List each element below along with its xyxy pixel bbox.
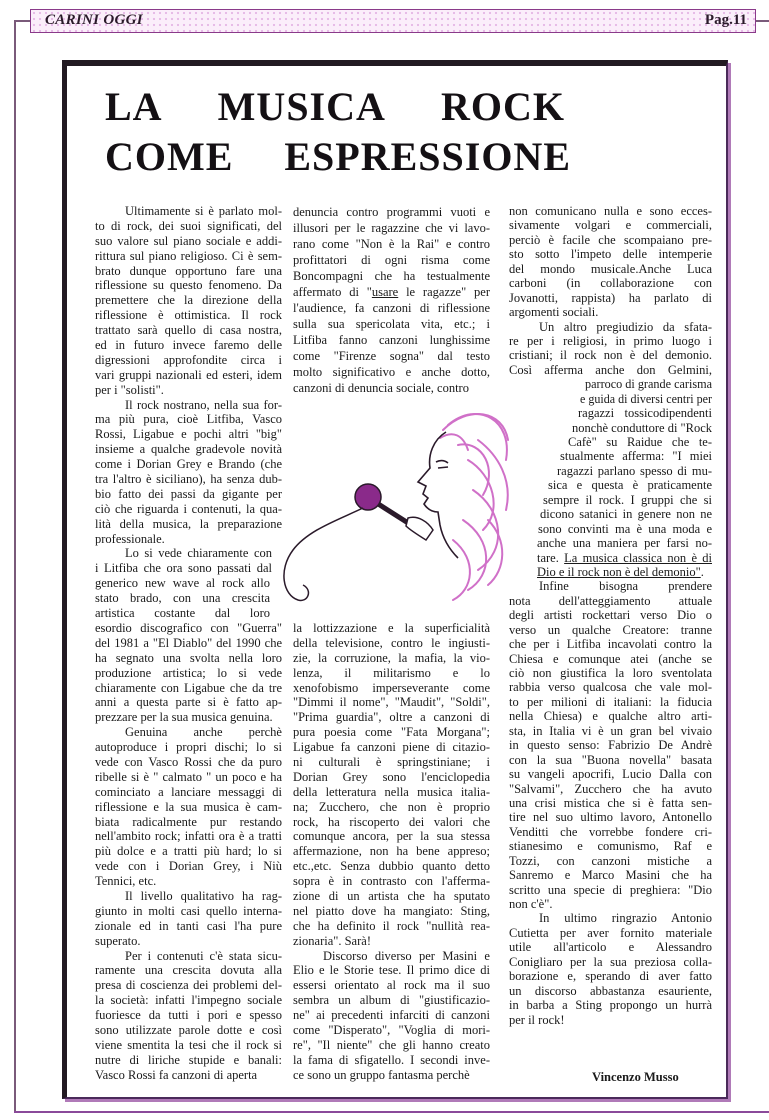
text-line: viene smentita la tesi che il rock si bbox=[95, 1037, 282, 1052]
paragraph bbox=[95, 725, 282, 889]
headline-word: ROCK bbox=[441, 84, 565, 129]
text-line: artistica costante dal loro bbox=[95, 606, 270, 621]
text-line: sopra è in contrasto con l'afferma- bbox=[293, 874, 490, 889]
headline-line-2 bbox=[105, 134, 571, 179]
text-line: Boncompagni che ha testualmente bbox=[293, 269, 490, 283]
text-line: Per i contenuti c'è stata sicu- bbox=[125, 948, 282, 963]
text-line: trattato sarà quello di casa nostra, bbox=[95, 323, 282, 338]
text-line: lenza, il militarismo e lo bbox=[293, 665, 490, 680]
text-line: ni culturali è springstiniane; i bbox=[293, 755, 490, 770]
text-line: argomenti sociali. bbox=[509, 305, 599, 320]
text-line: stato brado, con una crescita bbox=[95, 591, 270, 606]
text-line: esordio discografico con "Guerra" bbox=[95, 620, 282, 635]
text-line: della televisione, contro le ingiusti- bbox=[293, 635, 490, 650]
text-line: zionale ed in tanti casi l'ha pure bbox=[95, 918, 282, 933]
text-line: che per i Litfiba incavolati contro la bbox=[509, 637, 712, 652]
text-line: presa di coscienza dei problemi del- bbox=[95, 978, 282, 993]
text-line: "Salvami", Zucchero che ha avuto bbox=[509, 781, 712, 796]
text-line: digressioni approfondite circa i bbox=[95, 352, 282, 367]
text-line: nutre di liriche stupide e banali: bbox=[95, 1052, 282, 1067]
text-line: e guida di diversi centri per bbox=[580, 391, 712, 406]
text-line: etc.,etc. Senza dubbio quanto detto bbox=[293, 859, 490, 874]
text-line: Infine bisogna prendere bbox=[539, 579, 712, 594]
text-line: Il livello qualitativo ha rag- bbox=[125, 888, 282, 903]
text-line: sono utilizzate parole dotte e così bbox=[95, 1022, 282, 1037]
page-frame-line bbox=[14, 20, 16, 1112]
text-line: pura poesia come "Fata Morgana"; bbox=[293, 725, 490, 740]
text-line: Ultimamente si è parlato mol- bbox=[125, 204, 282, 218]
text-line: nota dell'atteggiamento attuale bbox=[509, 593, 712, 608]
text-line: affermazione, non ha bene appreso; bbox=[293, 844, 490, 859]
text-line: riflessione su questo fenomeno. Da bbox=[95, 278, 282, 293]
text-line: xenofobismo imperseverante come bbox=[293, 680, 490, 695]
text-line: Sanremo e Marco Masini che ha bbox=[509, 868, 712, 883]
text-line: che ha definito il rock "nullità rea- bbox=[293, 918, 490, 933]
paragraph bbox=[509, 320, 712, 580]
text-line: Un altro pregiudizio da sfata- bbox=[539, 319, 712, 334]
text-line: rittura sul piano religioso. Ci è sem- bbox=[95, 248, 282, 263]
text-line: Tozzi, con canzoni mistiche a bbox=[509, 853, 712, 868]
text-line: carboni (in collaborazione con bbox=[509, 276, 712, 291]
text-line: in barba a Sting propongo un hurrà bbox=[509, 998, 712, 1013]
text-line: generico new wave al rock allo bbox=[95, 576, 270, 591]
text-line: autoproduce i propri dischi; lo si bbox=[95, 740, 282, 755]
text-line: vari gruppi nazionali ed esteri, idem bbox=[95, 367, 282, 382]
text-line: denuncia contro programmi vuoti e bbox=[293, 205, 490, 219]
text-line: prezzare per la sua musica genuina. bbox=[95, 710, 273, 725]
paragraph bbox=[95, 949, 282, 1083]
paragraph bbox=[509, 911, 712, 1027]
text-line: stualmente afferma: "I miei bbox=[560, 449, 712, 464]
text-line: ne" ai precedenti infarciti di canzoni bbox=[293, 1008, 490, 1023]
text-line: affermato di "usare le ragazze" per bbox=[293, 285, 490, 299]
text-line: per il rock! bbox=[509, 1012, 565, 1027]
text-line: i Litfiba che ora sono passati dal bbox=[95, 561, 272, 576]
text-line: come "Firenze sogna" dal testo bbox=[293, 349, 490, 363]
text-line: to di rock, dei suoi significati, del bbox=[95, 218, 282, 233]
text-line: riflessione e la sua musica è cam- bbox=[95, 799, 282, 814]
paragraph bbox=[95, 889, 282, 949]
text-line: tare. La musica classica non è di bbox=[537, 550, 712, 565]
author-signature: Vincenzo Musso bbox=[592, 1070, 679, 1084]
text-line: suo valore sul piano sociale e addi- bbox=[95, 233, 282, 248]
paragraph bbox=[95, 546, 282, 725]
text-line: come i Dorian Grey e Brando (che bbox=[95, 457, 282, 472]
microphone-cable bbox=[284, 508, 363, 600]
text-line: del 1981 a "El Diablo" del 1990 che bbox=[95, 635, 282, 650]
singer-with-microphone-illustration bbox=[268, 400, 518, 625]
text-line: riflessione è ottimistica. Il rock bbox=[95, 308, 282, 323]
text-line: Genuina anche perchè bbox=[125, 725, 282, 740]
text-line: ribelle si è " calmato " un poco e ha bbox=[95, 769, 282, 784]
text-line: Chiesa e comunque atei (anche se bbox=[509, 651, 712, 666]
underlined-text: usare bbox=[371, 285, 399, 299]
text-line: re per i religiosi, in primo luogo i bbox=[509, 333, 712, 348]
text-line: Dorian Grey sono l'enciclopedia bbox=[293, 769, 490, 784]
text-line: Così afferma anche don Gelmini, bbox=[509, 362, 712, 377]
text-line: Dio e il rock non è del demonio". bbox=[537, 564, 704, 579]
text-line: tra l'altro è siciliano), ha senza dub- bbox=[95, 472, 282, 487]
headline-word: ESPRESSIONE bbox=[284, 134, 571, 179]
text-line: superato. bbox=[95, 933, 141, 948]
text-line: verso un qualche Creatore: tranne bbox=[509, 622, 712, 637]
text-line: stianesimo e comunismo, Raf e bbox=[509, 839, 712, 854]
text-line: Vasco Rossi fa canzoni di aperta bbox=[95, 1067, 258, 1082]
text-line: borazione e, sperando di aver fatto bbox=[509, 969, 712, 984]
text-line: ragazzi parlano spesso di mu- bbox=[557, 463, 712, 478]
microphone-icon bbox=[355, 484, 433, 540]
article-column-3 bbox=[509, 204, 712, 1027]
article-column-1 bbox=[95, 204, 282, 1083]
text-line: ed in futuro invece faremo delle bbox=[95, 338, 282, 353]
page-header bbox=[30, 9, 756, 33]
text-line: nonchè conduttore di "Rock bbox=[572, 420, 712, 435]
text-line: la fama di sfigatello. I secondi inve- bbox=[293, 1052, 490, 1067]
text-line: rano come "Non è la Rai" e contro bbox=[293, 237, 490, 251]
text-line: parroco di grande carisma bbox=[585, 377, 712, 392]
text-line: vede con i Dorian Grey, i Niù bbox=[95, 859, 282, 874]
text-line: Elio e le Storie tese. Il primo dice di bbox=[293, 963, 490, 978]
text-line: nel piatto dove ha mangiato: Sting, bbox=[293, 903, 490, 918]
text-line: in questo senso: Fabrizio De Andrè bbox=[509, 738, 712, 753]
text-line: insieme a qualche gradevole novità bbox=[95, 442, 282, 457]
text-line: Rossi, Ligabue e pochi altri "big" bbox=[95, 427, 282, 442]
text-line: ramente una crescita dovuta alla bbox=[95, 963, 282, 978]
text-line: essersi orientato al rock ma il suo bbox=[293, 978, 490, 993]
text-line: premettere che la direzione della bbox=[95, 293, 282, 308]
text-line: ragazzi tossicodipendenti bbox=[578, 406, 712, 421]
text-line: zie, la corruzione, la mafia, la vio- bbox=[293, 650, 490, 665]
text-line: sica e questa è praticamente bbox=[548, 478, 712, 493]
text-line: non c'è". bbox=[509, 897, 553, 911]
text-line: scritto una specie di preghiera: "Dio bbox=[509, 882, 712, 897]
text-line: più dolce e a tratti più hard; lo si bbox=[95, 844, 282, 859]
headline-word: COME bbox=[105, 134, 234, 179]
paragraph bbox=[95, 398, 282, 547]
text-line: to per milioni di italiani: la fiducia bbox=[509, 694, 712, 709]
text-line: nell'ambito rock; infatti ora è a tratti bbox=[95, 829, 282, 844]
text-line: Discorso diverso per Masini e bbox=[323, 948, 490, 963]
text-line: Lo si vede chiaramente con bbox=[125, 546, 272, 561]
underlined-text: Dio e il rock non è del demonio" bbox=[537, 564, 701, 579]
text-line: degli artisti rockettari verso Dio o bbox=[509, 608, 712, 623]
text-line: con la sua "Buona novella" basata bbox=[509, 752, 712, 767]
text-line: ciò che riguarda i contenuti, la qua- bbox=[95, 501, 282, 516]
text-line: comunque ancora, per la sua stessa bbox=[293, 829, 490, 844]
paragraph bbox=[293, 204, 490, 396]
text-line: ma più pura, cioè Litfiba, Vasco bbox=[95, 412, 282, 427]
text-line: biata radicalmente pur restando bbox=[95, 814, 282, 829]
page-frame-line bbox=[756, 20, 769, 22]
text-line: una crisi mistica che si è fatta sen- bbox=[509, 795, 712, 810]
text-line: cominciato a lanciare messaggi di bbox=[95, 784, 282, 799]
text-line: ha segnato una svolta nella loro bbox=[95, 650, 282, 665]
text-line: Cafè" su Raidue che te- bbox=[568, 435, 712, 449]
text-line: Tennici, etc. bbox=[95, 874, 157, 889]
text-line: sembra un album di "giustificazio- bbox=[293, 993, 490, 1008]
text-line: sulla sua spericolata vita, etc.; i bbox=[293, 317, 490, 331]
page-frame-line bbox=[14, 1111, 769, 1113]
text-line: tire nel suo ultimo lavoro, Antonello bbox=[509, 810, 712, 825]
text-line: nella Chiesa) e qualche altro arti- bbox=[509, 709, 712, 724]
text-line: sivamente volgari e commerciali, bbox=[509, 218, 712, 233]
paragraph bbox=[293, 621, 490, 949]
text-line: la società: infatti l'impegno sociale bbox=[95, 993, 282, 1008]
masthead-logo: CARINI OGGI bbox=[45, 12, 143, 28]
text-line: Jovanotti, rappista) ha parlato di bbox=[509, 290, 712, 305]
text-line: re", "Il niente" che gli hanno creato bbox=[293, 1037, 490, 1052]
text-line: chiaramente con Ligabue che da tre bbox=[95, 680, 282, 695]
text-line: lità della musica, la preparazione bbox=[95, 516, 282, 531]
text-line: "Dimmi il nome", "Maudit", "Soldi", bbox=[293, 695, 490, 710]
text-line: anni a questa parte si è fatto ap- bbox=[95, 695, 282, 710]
text-line: un discorso abbastanza esauriente, bbox=[509, 983, 712, 998]
text-line: In ultimo ringrazio Antonio bbox=[539, 911, 712, 926]
article-column-2-bottom bbox=[293, 621, 490, 1083]
text-line: vede con Vasco Rossi che da puro bbox=[95, 754, 282, 769]
text-line: per i "solisti". bbox=[95, 382, 164, 397]
text-line: sono convinti ma è una moda e bbox=[538, 521, 712, 536]
paragraph bbox=[95, 204, 282, 398]
text-line: canzoni di denuncia sociale, contro bbox=[293, 381, 469, 395]
text-line: produzione artistica; lo si vede bbox=[95, 665, 282, 680]
text-line: perciò è facile che scompaiano pre- bbox=[509, 232, 712, 247]
text-line: la lottizzazione e la superficialità bbox=[293, 621, 490, 635]
text-line: brato dunque opportuno fare una bbox=[95, 263, 282, 278]
text-line: illusori per le ragazzine che vi lavo- bbox=[293, 221, 490, 235]
text-line: del mondo musicale.Anche Luca bbox=[509, 261, 712, 276]
text-line: ce sono un gruppo fantasma perchè bbox=[293, 1067, 470, 1082]
text-line: profittatori di ogni risma come bbox=[293, 253, 490, 267]
text-line: bio fatto dei passi da gigante per bbox=[95, 486, 282, 501]
headline-line-1 bbox=[105, 84, 565, 129]
text-line: molto significativo e anche dotto, bbox=[293, 365, 490, 379]
headline-word: LA bbox=[105, 84, 163, 129]
text-line: Litfiba fanno canzoni lunghissime bbox=[293, 333, 490, 347]
text-line: fuoriesce da tutti i pori e spesso bbox=[95, 1008, 282, 1023]
text-line: su vangeli apocrifi, Lucio Dalla con bbox=[509, 767, 712, 782]
hair-strokes bbox=[440, 414, 508, 600]
text-line: anche una maniera per farsi no- bbox=[537, 536, 712, 551]
text-line: Venditti che vorrebbe fondere cri- bbox=[509, 824, 712, 839]
page-number: Pag.11 bbox=[704, 12, 747, 28]
text-line: della letteratura nella musica italia- bbox=[293, 784, 490, 799]
text-line: utile all'articolo e Alessandro bbox=[509, 940, 712, 955]
article-column-2-top bbox=[293, 204, 490, 396]
text-line: sto sotto l'impeto delle intemperie bbox=[509, 247, 712, 262]
paragraph bbox=[509, 204, 712, 320]
text-line: zionaria". Sarà! bbox=[293, 933, 371, 948]
text-line: Il rock nostrano, nella sua for- bbox=[125, 397, 282, 412]
text-line: zione di un artista che ha sputato bbox=[293, 889, 490, 904]
underlined-text: La musica classica non è di bbox=[564, 550, 712, 565]
text-line: non comunicano nulla e sono ecces- bbox=[509, 204, 712, 218]
paragraph bbox=[509, 579, 712, 911]
text-line: sempre il rock. I gruppi che si bbox=[543, 492, 712, 507]
page-frame-line bbox=[14, 20, 30, 22]
headline-word: MUSICA bbox=[217, 84, 386, 129]
text-line: ciò non giustifica la loro sventolata bbox=[509, 666, 712, 680]
text-line: professionale. bbox=[95, 531, 165, 546]
text-line: rabbia verso qualcosa che vale mol- bbox=[509, 680, 712, 695]
text-line: Ligabue fa canzoni piene di citazio- bbox=[293, 740, 490, 755]
text-line: come "Disperato", "Voglia di mori- bbox=[293, 1023, 490, 1038]
text-line: sta, in Italia vi è un gran bel vivaio bbox=[509, 723, 712, 738]
text-line: "Prima guardia", oltre a canzoni di bbox=[293, 710, 490, 725]
text-line: Cutietta per aver fornito materiale bbox=[509, 925, 712, 940]
text-line: l'audience, fa canzoni di riflessione bbox=[293, 301, 490, 315]
text-line: rock, ha riscoperto dei valori che bbox=[293, 814, 490, 829]
text-line: Conigliaro per la sua preziosa colla- bbox=[509, 954, 712, 969]
text-line: na; Zucchero, che non è proprio bbox=[293, 799, 490, 814]
paragraph bbox=[293, 949, 490, 1083]
text-line: giunto in molti casi quello interna- bbox=[95, 903, 282, 918]
text-line: dicono satanici in genere non ne bbox=[540, 507, 712, 522]
text-line: cristiani; il rock non è del demonio. bbox=[509, 348, 712, 363]
